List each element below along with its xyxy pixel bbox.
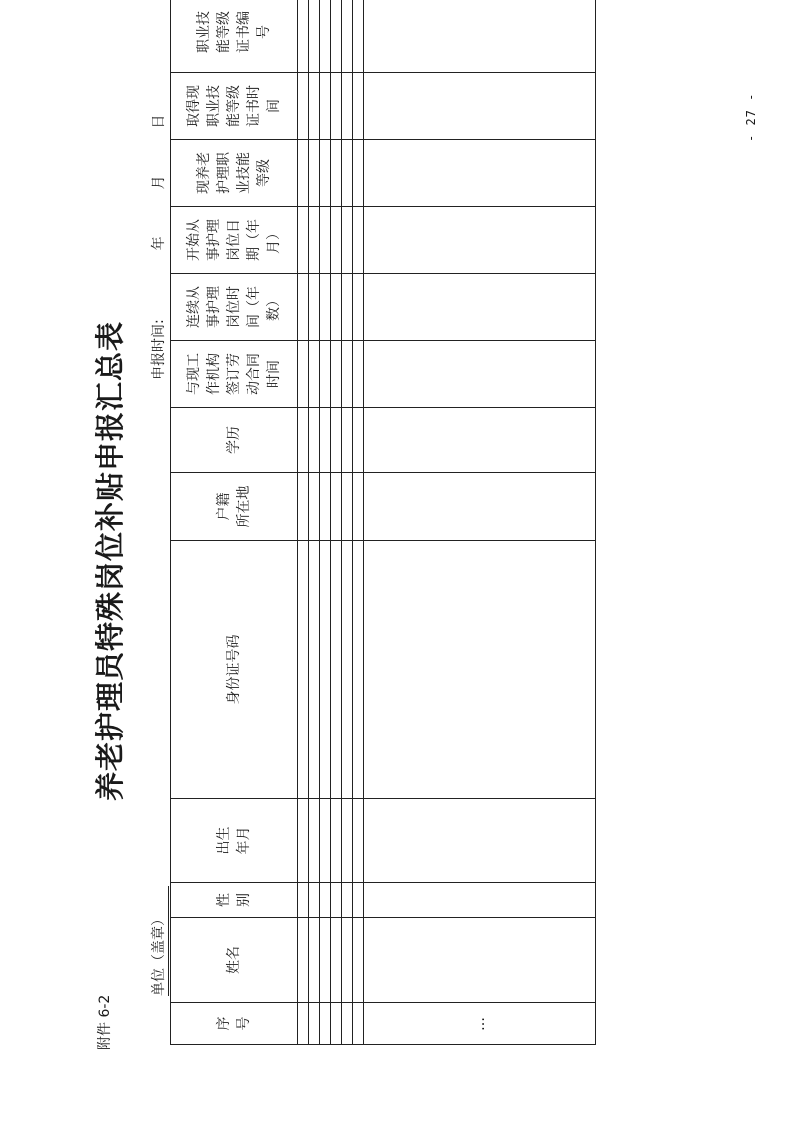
- table-cell: [342, 274, 353, 341]
- table-cell: [364, 0, 596, 73]
- table-cell: [353, 207, 364, 274]
- column-header: [171, 0, 298, 73]
- table-cell: [353, 140, 364, 207]
- column-header: [171, 341, 298, 408]
- table-cell: [331, 140, 342, 207]
- table-row: [364, 0, 596, 1045]
- table-cell: [298, 799, 309, 883]
- column-header: [171, 883, 298, 918]
- column-header: [171, 274, 298, 341]
- table-cell: [298, 73, 309, 140]
- table-cell: [331, 341, 342, 408]
- column-header-label: 取得现 职业技 能等级 证书时 间: [186, 85, 282, 127]
- report-year-label: 年: [151, 236, 167, 251]
- table-cell: [309, 918, 320, 1003]
- table-cell: [298, 883, 309, 918]
- column-header: [171, 1003, 298, 1045]
- column-header: [171, 799, 298, 883]
- column-header: [171, 140, 298, 207]
- table-cell: [331, 274, 342, 341]
- table-cell: [320, 883, 331, 918]
- report-time-label: 申报时间:: [151, 319, 167, 380]
- table-cell: [353, 0, 364, 73]
- table-row: [298, 0, 309, 1045]
- table-cell: [309, 473, 320, 541]
- table-cell: [298, 274, 309, 341]
- table-cell: [331, 918, 342, 1003]
- report-month-label: 月: [151, 175, 167, 190]
- table-cell: [353, 883, 364, 918]
- table-cell: [298, 140, 309, 207]
- table-cell: [353, 799, 364, 883]
- table-cell: [320, 473, 331, 541]
- table-cell: [353, 408, 364, 473]
- table-cell: [342, 0, 353, 73]
- table-cell: [298, 408, 309, 473]
- table-cell: [331, 73, 342, 140]
- table-cell: [298, 207, 309, 274]
- table-cell: [342, 73, 353, 140]
- column-header-label: 出生 年月: [216, 826, 252, 855]
- column-header-label: 连续从 事护理 岗位时 间（年 数）: [186, 286, 282, 328]
- table-cell: [342, 473, 353, 541]
- column-header: [171, 73, 298, 140]
- table-header-row: [171, 0, 298, 1045]
- table-row: [342, 0, 353, 1045]
- report-day-label: 日: [151, 114, 167, 129]
- page-number: - 27 -: [744, 92, 758, 142]
- table-cell: [331, 1003, 342, 1045]
- table-cell: [309, 883, 320, 918]
- column-header: [171, 207, 298, 274]
- summary-table: [170, 0, 596, 1045]
- column-header-label: 与现工 作机构 签订劳 动合同 时间: [186, 353, 282, 395]
- table-cell: [342, 140, 353, 207]
- table-cell: [309, 274, 320, 341]
- table-cell: [320, 0, 331, 73]
- column-header-label: 开始从 事护理 岗位日 期（年 月）: [186, 219, 282, 261]
- table-cell: [298, 473, 309, 541]
- table-cell: [298, 341, 309, 408]
- table-cell: [331, 0, 342, 73]
- table-cell: [364, 341, 596, 408]
- table-cell: [320, 207, 331, 274]
- table-cell: [309, 207, 320, 274]
- table-cell: [320, 341, 331, 408]
- table-cell: [353, 341, 364, 408]
- table-cell: [309, 0, 320, 73]
- table-cell: [353, 918, 364, 1003]
- column-header-label: 现养老 护理职 业技能 等级: [196, 152, 272, 194]
- table-cell: [320, 408, 331, 473]
- table-cell: [320, 140, 331, 207]
- table-cell: [331, 799, 342, 883]
- unit-stamp-label: 单位（盖章）: [151, 912, 167, 996]
- table-cell: [309, 341, 320, 408]
- table-cell: [309, 1003, 320, 1045]
- column-header: [171, 541, 298, 799]
- table-cell: [331, 207, 342, 274]
- column-header: [171, 473, 298, 541]
- unit-underline: [168, 886, 169, 996]
- table-cell: [342, 341, 353, 408]
- table-cell: [320, 541, 331, 799]
- column-header: [171, 408, 298, 473]
- table-row: [331, 0, 342, 1045]
- table-row: [309, 0, 320, 1045]
- table-cell: [364, 473, 596, 541]
- table-cell: [353, 274, 364, 341]
- column-header: [171, 918, 298, 1003]
- table-cell: [309, 408, 320, 473]
- table-cell: [331, 473, 342, 541]
- table-cell: [364, 799, 596, 883]
- attachment-label: 附件 6-2: [97, 994, 113, 1050]
- table-cell: [298, 541, 309, 799]
- table-cell: [353, 1003, 364, 1045]
- table-cell: [309, 73, 320, 140]
- table-cell: [364, 883, 596, 918]
- table-cell: [364, 274, 596, 341]
- table-cell: [331, 408, 342, 473]
- table-cell: [364, 918, 596, 1003]
- table-cell: [342, 918, 353, 1003]
- report-time: [148, 115, 168, 380]
- table-cell: [364, 408, 596, 473]
- table-cell: [331, 541, 342, 799]
- table-cell: [353, 541, 364, 799]
- table-cell: [342, 408, 353, 473]
- table-cell: [309, 799, 320, 883]
- table-cell: [298, 0, 309, 73]
- table-cell: [353, 473, 364, 541]
- column-header-label: 身份证号码: [226, 634, 242, 705]
- table-cell: [342, 883, 353, 918]
- page-title: 养老护理员特殊岗位补贴申报汇总表: [93, 321, 127, 802]
- column-header-label: 性 别: [216, 893, 252, 907]
- table-cell: [364, 207, 596, 274]
- column-header-label: 职业技 能等级 证书编 号: [196, 11, 272, 53]
- column-header-label: 序 号: [216, 1016, 252, 1031]
- table-cell: [342, 799, 353, 883]
- column-header-label: 学历: [226, 426, 242, 454]
- table-cell: …: [364, 1003, 596, 1045]
- table-cell: [342, 541, 353, 799]
- table-cell: [309, 541, 320, 799]
- table-row: [353, 0, 364, 1045]
- table-cell: [364, 541, 596, 799]
- column-header-label: 户籍 所在地: [216, 485, 252, 528]
- column-header-label: 姓名: [226, 946, 242, 974]
- table-cell: [342, 207, 353, 274]
- table-cell: [331, 883, 342, 918]
- table-cell: [320, 73, 331, 140]
- table-cell: [320, 1003, 331, 1045]
- table-cell: [309, 140, 320, 207]
- table-cell: [342, 1003, 353, 1045]
- table-cell: [353, 73, 364, 140]
- table-row: [320, 0, 331, 1045]
- table-cell: [320, 918, 331, 1003]
- table-cell: [320, 274, 331, 341]
- table-cell: [298, 1003, 309, 1045]
- table-cell: [298, 918, 309, 1003]
- table-cell: [320, 799, 331, 883]
- table-cell: [364, 73, 596, 140]
- table-cell: [364, 140, 596, 207]
